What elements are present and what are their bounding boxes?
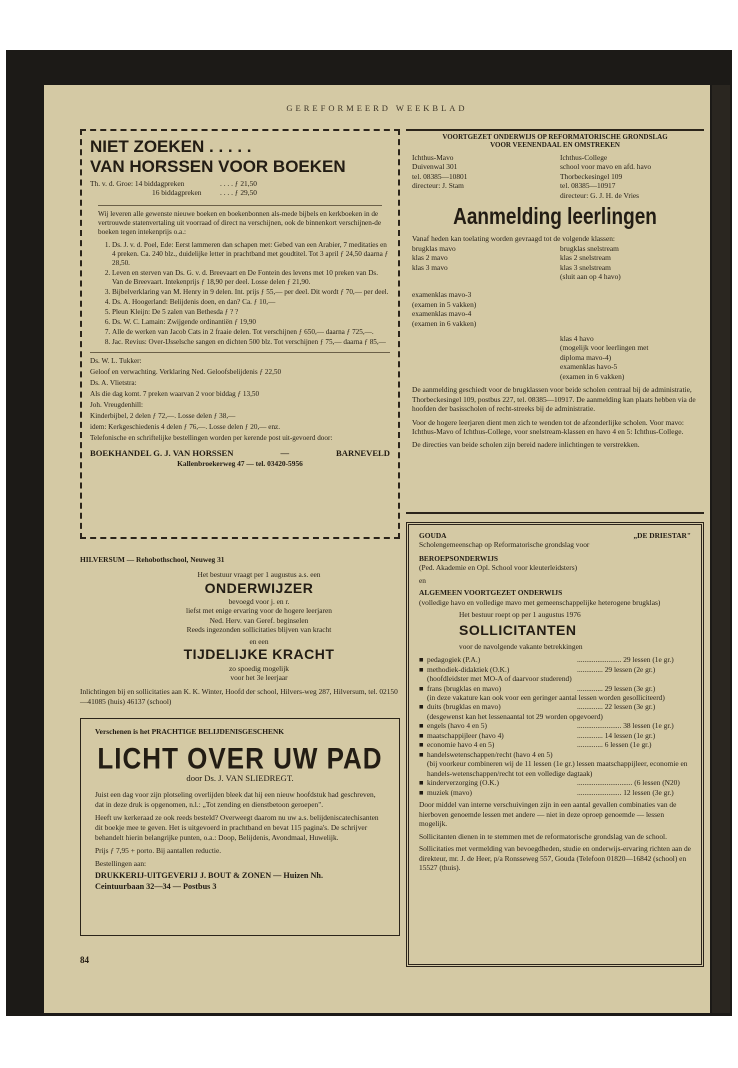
list-item: 1. Ds. J. v. d. Poel, Ede: Eerst lammeren dan schapen met: Gebed van een Arabier, 7 meditaties en 4 preken. Ca. 240 blz., duidelijke letter in prachtband met goudtitel. Tot 3 april ƒ 24,50 daarna ƒ 28,50. — [112, 241, 390, 268]
address-line: Thorbeckesingel 109 — [560, 171, 623, 181]
price-list — [90, 179, 390, 198]
right-column — [406, 129, 704, 967]
vacancy-note: (in deze vakature kan ook voor een geringer aantal lessen worden gesolliciteerd) — [427, 693, 665, 702]
class-item: examenklas mavo-3 — [412, 290, 472, 300]
driestar-paragraph: Sollicitanten dienen in te stemmen met de reformatorische grondslag van de school. — [419, 831, 667, 841]
hilversum-info: Inlichtingen bij en sollicitaties aan K. K. Winter, Hoofd der school, Hilvers-weg 287, Hilversum, tel. 02150—41085 (huis) 46137 (school) — [80, 687, 398, 706]
class-item: (examen in 5 vakken) — [412, 299, 477, 309]
driestar-sub: Scholengemeenschap op Reformatorische grondslag voor — [419, 540, 590, 550]
vacancy-name: duits (brugklas en mavo) — [427, 702, 501, 712]
address-line: directeur: J. Stam — [412, 181, 464, 191]
price-value: . . . . ƒ 29,50 — [220, 187, 257, 197]
class-lists — [412, 244, 698, 381]
aanmelding-paragraph: De aanmelding geschiedt voor de brugklassen voor beide scholen centraal bij de administratie, Thorbeckesingel 109, postbus 227, tel. 08385—10917. De aanmelding kan plaats hebben via de hoofden der basisscholen of recht-streeks bij de administratie. — [412, 385, 696, 414]
aanmelding-paragraph: De directies van beide scholen zijn bereid nadere inlichtingen te verstrekken. — [412, 440, 640, 450]
note-line: Kinderbijbel, 2 delen ƒ 72,—. Losse delen ƒ 38,— — [90, 412, 236, 421]
vacancy-lessons: .............. 6 lessen (1e gr.) — [577, 740, 652, 750]
list-item: 7. Alle de werken van Jacob Cats in 2 fraaie delen. Tot verschijnen ƒ 650,— daarna ƒ 725,—. — [112, 328, 390, 337]
hilversum-line: Het bestuur vraagt per 1 augustus a.s. een — [197, 570, 321, 580]
price-value: . . . . ƒ 21,50 — [220, 178, 257, 188]
book-author: door Ds. J. VAN SLIEDREGT. — [186, 772, 294, 783]
class-item: brugklas mavo — [412, 243, 456, 253]
divider — [90, 352, 390, 353]
page-header: GEREFORMEERD WEEKBLAD — [286, 103, 468, 113]
shop-name — [90, 448, 390, 459]
aanmelding-intro: Vanaf heden kan toelating worden gevraagd tot de volgende klassen: — [412, 234, 615, 244]
class-item: klas 4 havo — [560, 333, 594, 343]
vacancy-name: handelswetenschappen/recht (havo 4 en 5) — [427, 749, 553, 759]
requirement: Reeds ingezonden sollicitaties blijven van kracht — [186, 624, 332, 634]
and-text: en een — [249, 637, 269, 646]
driestar-school: „DE DRIESTAR" — [633, 531, 691, 540]
list-item: 4. Ds. A. Hoogerland: Belijdenis doen, en dan? Ca. ƒ 10,— — [112, 298, 390, 307]
van-horssen-ad — [80, 129, 400, 539]
ad-title-1: NIET ZOEKEN . . . . . — [90, 137, 252, 156]
address-line: tel. 08385—10801 — [412, 171, 468, 181]
category-heading: BEROEPSONDERWIJS — [419, 553, 499, 563]
publisher-line: Ceintuurbaan 32—34 — Postbus 3 — [95, 882, 217, 892]
list-item: ■ maatschappijleer (havo 4) .............. 14 lessen (1e gr.) — [419, 731, 691, 740]
class-item: klas 3 mavo — [412, 262, 448, 272]
licht-over-uw-pad-ad — [80, 718, 400, 936]
driestar-city: GOUDA — [419, 531, 447, 540]
vacancy-lessons: ........................ 12 lessen (3e gr.) — [577, 787, 674, 797]
vacancy-note: (desgewenst kan het lessenaantal tot 29 worden opgevoerd) — [427, 711, 603, 721]
requirement: Ned. Herv. van Geref. beginselen — [209, 615, 309, 625]
list-item: ■ muziek (mavo) ........................ 12 lessen (3e gr.) — [419, 788, 691, 797]
list-item: 2. Leven en sterven van Ds. G. v. d. Breevaart en De Fontein des levens met 10 preken van Ds. Van de Breevaart. Intekenprijs ƒ 18,90 per deel. Losse delen ƒ 21,90. — [112, 269, 390, 287]
book-paragraph: Heeft uw kerkeraad ze ook reeds besteld? Overweegt daarom nu uw a.s. belijdeniscatechisanten dit boekje mee te geven. Het is uitgevoerd in prachtband en bevat 115 pagina's. De schrijver behandelt hierin belangrijke punten, o.a.: Doop, Belijdenis, Avondmaal, Huwelijk. — [95, 813, 379, 843]
list-item: 8. Jac. Revius: Over-IJsselsche sangen en dichten 500 blz. Tot verschijnen ƒ 75,— daarna ƒ 85,— — [112, 338, 390, 347]
page-edge — [712, 85, 730, 1013]
address-line: directeur: G. J. H. de Vries — [560, 190, 640, 200]
class-item: klas 2 snelstream — [560, 253, 611, 263]
book-title: LICHT OVER UW PAD — [97, 740, 383, 775]
class-spacer — [412, 272, 550, 290]
ichthus-heading-line: VOOR VEENENDAAL EN OMSTREKEN — [490, 141, 620, 150]
note-line: Ds. W. L. Tukker: — [90, 357, 142, 366]
list-item: ■ pedagogiek (P.A.) ........................ 29 lessen (1e gr.) — [419, 655, 691, 664]
book-paragraph: Juist een dag voor zijn plotseling overlijden bleek dat hij een nieuw hoofdstuk had geschreven, dat in deze druk is opgenomen, n.l.: „Tot zending en dienstbetoon geroepen". — [95, 790, 376, 810]
list-item: 6. Ds. W. C. Lamain: Zwijgende ordinantiën ƒ 19,90 — [112, 318, 390, 327]
hilversum-heading: HILVERSUM — Rehobothschool, Neuweg 31 — [80, 555, 225, 564]
vacancies-intro: voor de navolgende vakante betrekkingen — [459, 641, 583, 651]
hilversum-ad — [80, 555, 400, 706]
list-item: 5. Pleun Kleijn: De 5 zalen van Bethesda ƒ ? ? — [112, 308, 390, 317]
note-line: Als die dag komt. 7 preken waarvan 2 voor biddag ƒ 13,50 — [90, 390, 260, 399]
driestar-paragraph: Door middel van interne verschuivingen zijn in een aantal gevallen combinaties van de hierboven genoemde lessen met andere — niet in deze oproep genoemde — lessen mogelijk. — [419, 800, 677, 829]
school-addresses — [412, 153, 698, 200]
class-item: (mogelijk voor leerlingen met — [560, 343, 649, 353]
aanmelding-title: Aanmelding leerlingen — [453, 204, 657, 231]
class-item: klas 3 snelstream — [560, 262, 611, 272]
vacancy-name: muziek (mavo) — [427, 787, 472, 797]
vacancy-name: maatschappijleer (havo 4) — [427, 730, 504, 740]
book-list — [90, 241, 390, 347]
address-line: tel. 08385—10917 — [560, 181, 616, 191]
requirement: zo spoedig mogelijk — [229, 663, 289, 673]
class-item: (sluit aan op 4 havo) — [560, 272, 621, 282]
book-notes — [90, 357, 390, 443]
publisher-line: DRUKKERIJ-UITGEVERIJ J. BOUT & ZONEN — Huizen Nh. — [95, 871, 323, 881]
and-text: en — [419, 575, 426, 585]
address-line: Ichthus-Mavo — [412, 152, 454, 162]
category-desc: (volledige havo en volledige mavo met gemeenschappelijke heterogene brugklas) — [419, 597, 661, 607]
vacancy-lessons: ........................ 29 lessen (1e gr.) — [577, 655, 674, 665]
sollicitanten-title: SOLLICITANTEN — [459, 621, 577, 638]
vacancy-lessons: .............................. (6 lessen (N20) — [577, 778, 680, 788]
class-item: brugklas snelstream — [560, 243, 619, 253]
list-item: ■ engels (havo 4 en 5) ........................ 38 lessen (1e gr.) — [419, 721, 691, 730]
driestar-top — [419, 531, 691, 540]
category-heading: ALGEMEEN VOORTGEZET ONDERWIJS — [419, 588, 563, 598]
address-line: school voor mavo en afd. havo — [560, 162, 652, 172]
price-label: 16 biddagpreken — [152, 187, 202, 197]
ichthus-ad — [406, 129, 704, 514]
book-price: Prijs ƒ 7,95 + porto. Bij aantallen reductie. — [95, 846, 222, 856]
ad-intro: Wij leveren alle gewenste nieuwe boeken en boekenbonnen als-mede bijbels en kerkboeken in de vertrouwde statenvertaling uit voorraad of direct na verschijnen, ook de binnenkort verschijnen-de boeken tegen intekenprijs o.a.: — [98, 205, 382, 237]
vacancy-name: economie havo 4 en 5) — [427, 740, 495, 750]
requirement: bevoegd voor j. en r. — [228, 597, 290, 606]
address-line: Ichthus-College — [560, 152, 608, 162]
list-item: ■ economie havo 4 en 5) .............. 6 lessen (1e gr.) — [419, 740, 691, 749]
note-line: idem: Kerkgeschiedenis 4 delen ƒ 76,—. Losse delen ƒ 20,— enz. — [90, 423, 281, 432]
note-line: Geloof en verwachting. Verklaring Ned. Geloofsbelijdenis ƒ 22,50 — [90, 368, 282, 377]
shop-name-left: BOEKHANDEL G. J. VAN HORSSEN — [90, 448, 234, 459]
list-item: ■ duits (brugklas en mavo) .............. 22 lessen (3e gr.) (desgewenst kan het lessenaantal tot 29 worden opgevoerd) — [419, 702, 691, 721]
category-desc: (Ped. Akademie en Opl. School voor kleuterleidsters) — [419, 563, 578, 573]
aanmelding-paragraph: Voor de hogere leerjaren dient men zich te wenden tot de afzonderlijke scholen. Voor mavo: Ichthus-Mavo of Ichthus-College, voor snelstream-klassen en havo 4 en 5: Ichthus-College. — [412, 417, 684, 436]
vacancy-lessons: .............. 29 lessen (3e gr.) — [577, 683, 656, 693]
class-spacer — [560, 282, 698, 334]
vacancy-name: pedagogiek (P.A.) — [427, 655, 481, 665]
class-item: examenklas havo-5 — [560, 362, 618, 372]
requirement: liefst met enige ervaring voor de hogere leerjaren — [186, 606, 332, 616]
class-item: (examen in 6 vakken) — [560, 371, 625, 381]
ichthus-heading-line: VOORTGEZET ONDERWIJS OP REFORMATORISCHE GRONDSLAG — [442, 133, 668, 141]
shop-city: BARNEVELD — [336, 448, 390, 459]
vacancy-name: frans (brugklas en mavo) — [427, 683, 502, 693]
ichthus-heading — [412, 133, 698, 150]
ad-title-2: VAN HORSSEN VOOR BOEKEN — [90, 156, 346, 176]
note-line: Joh. Vreugdenhill: — [90, 401, 143, 410]
list-item: ■ methodiek-didaktiek (O.K.) .............. 29 lessen (2e gr.) (hoofdleidster met MO-A of daarvoor studerend) — [419, 665, 691, 684]
requirement: voor het 3e leerjaar — [230, 673, 288, 682]
mavo-classes — [412, 244, 550, 381]
class-item: (examen in 6 vakken) — [412, 318, 477, 328]
newspaper-page — [44, 85, 710, 1013]
vacancy-lessons: ........................ 38 lessen (1e gr.) — [577, 721, 674, 731]
havo-classes — [560, 244, 698, 381]
book-intro: Verschenen is het PRACHTIGE BELIJDENISGESCHENK — [95, 726, 285, 736]
shop-address: Kallenbroekerweg 47 — tel. 03420-5956 — [177, 458, 303, 468]
note-line: Ds. A. Vlietstra: — [90, 379, 137, 388]
job-title-tijdelijk: TIJDELIJKE KRACHT — [183, 646, 335, 663]
ask-line: Het bestuur roept op per 1 augustus 1976 — [459, 610, 581, 620]
mavo-address — [412, 153, 550, 200]
vacancy-list — [419, 655, 691, 797]
left-column — [80, 129, 400, 936]
college-address — [560, 153, 698, 200]
note-line: Telefonische en schriftelijke bestellingen worden per kerende post uit-gevoerd door: — [90, 434, 333, 443]
list-item: ■ handelswetenschappen/recht (havo 4 en 5) (bij voorkeur combineren wij de 11 lessen (1e gr.) lessen maatschappijleer, economie en handels-wetenschappen/recht tot een volledige dagtaak) — [419, 750, 691, 778]
job-title-onderwijzer: ONDERWIJZER — [204, 579, 314, 596]
vacancy-lessons: .............. 14 lessen (1e gr.) — [577, 730, 656, 740]
driestar-ad — [406, 522, 704, 967]
orders-label: Bestellingen aan: — [95, 859, 147, 869]
vacancy-lessons: .............. 29 lessen (2e gr.) — [577, 664, 656, 674]
vacancy-lessons: .............. 22 lessen (3e gr.) — [577, 702, 656, 712]
class-item: klas 2 mavo — [412, 253, 448, 263]
vacancy-note: (hoofdleidster met MO-A of daarvoor studerend) — [427, 674, 572, 684]
vacancy-name: methodiek-didaktiek (O.K.) — [427, 664, 510, 674]
price-label: Th. v. d. Groe: 14 biddagpreken — [90, 178, 185, 188]
page-number: 84 — [80, 955, 89, 965]
shop-dash: — — [280, 448, 290, 459]
vacancy-note: (bij voorkeur combineren wij de 11 lessen (1e gr.) lessen maatschappijleer, economie en handels-wetenschappen/recht tot een volledige dagtaak) — [427, 759, 688, 778]
list-item: ■ kinderverzorging (O.K.) .............................. (6 lessen (N20) — [419, 778, 691, 787]
list-item: ■ frans (brugklas en mavo) .............. 29 lessen (3e gr.) (in deze vakature kan ook voor een geringer aantal lessen worden gesolliciteerd) — [419, 684, 691, 703]
driestar-paragraph: Sollicitaties met vermelding van bevoegdheden, studie en onderwijs-ervaring richten aan de direkteur, mr. J. de Heer, p/a Ronsseweg 557, Gouda (Telefoon 01820—16842 (school) en 15527 (thuis). — [419, 844, 691, 872]
class-item: diploma mavo-4) — [560, 352, 612, 362]
vacancy-name: engels (havo 4 en 5) — [427, 721, 487, 731]
class-item: examenklas mavo-4 — [412, 309, 472, 319]
vacancy-name: kinderverzorging (O.K.) — [427, 778, 499, 788]
address-line: Duivenwal 301 — [412, 162, 458, 172]
list-item: 3. Bijbelverklaring van M. Henry in 9 delen. Int. prijs ƒ 55,— per deel. Dit wordt ƒ 70,— per deel. — [112, 288, 390, 297]
